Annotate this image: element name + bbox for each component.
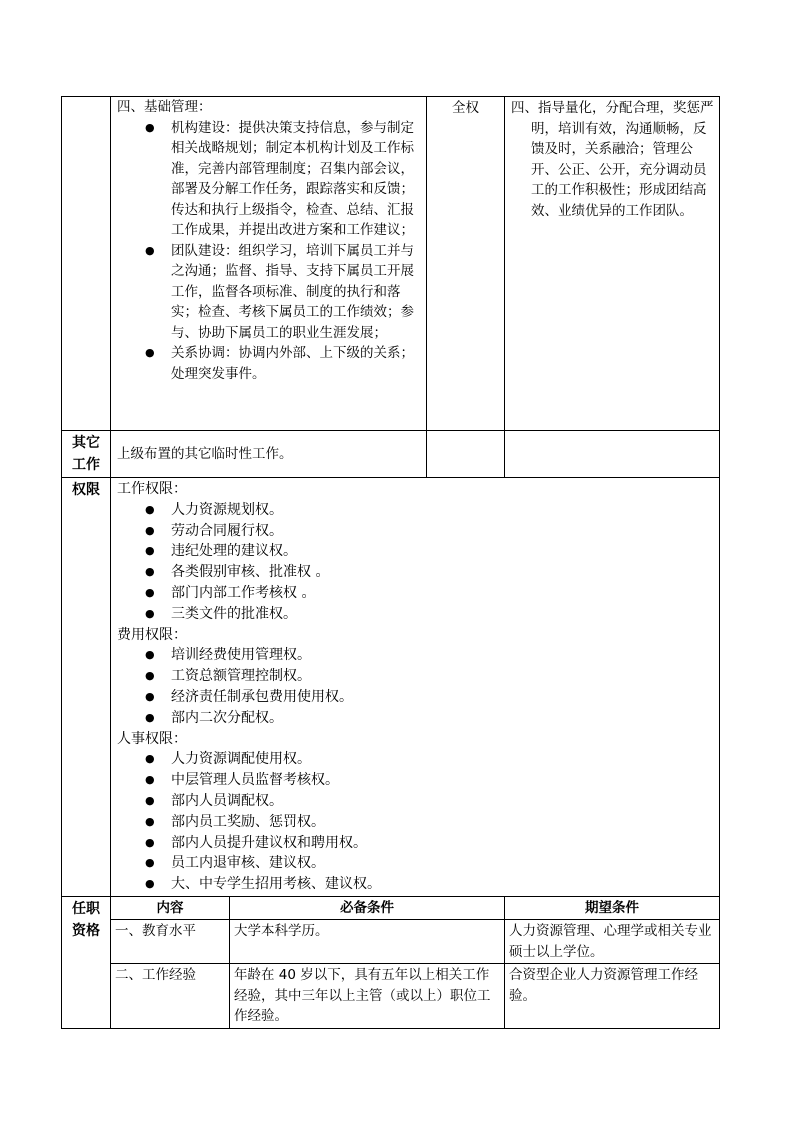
personnel-rights-title: 人事权限： bbox=[117, 730, 187, 747]
other-work-row bbox=[62, 431, 720, 478]
qualification-label: 任职资格 bbox=[62, 896, 111, 1028]
empty-cell bbox=[505, 431, 720, 478]
work-rights-list bbox=[115, 500, 715, 625]
list-item: ● 人力资源规划权。 bbox=[115, 500, 715, 521]
list-item: ● 大、中专学生招用考核、建议权。 bbox=[115, 874, 715, 895]
empty-cell bbox=[427, 431, 505, 478]
rights-row bbox=[62, 478, 720, 897]
bullet-icon: ● bbox=[145, 856, 155, 870]
bullet-icon: ● bbox=[145, 793, 155, 807]
qualification-expected: 人力资源管理、心理学或相关专业硕士以上学位。 bbox=[505, 920, 720, 964]
expense-rights-list bbox=[115, 645, 715, 728]
basic-management-list bbox=[115, 118, 422, 385]
qualification-required: 大学本科学历。 bbox=[230, 920, 505, 964]
list-item: ● 机构建设：提供决策支持信息，参与制定相关战略规划；制定本机构计划及工作标准，完善内部管理制度；召集内部会议，部署及分解工作任务，跟踪落实和反馈；传达和执行上级指令，检查、总结、汇报工作成果，并提出改进方案和工作建议； bbox=[145, 119, 414, 238]
bullet-icon: ● bbox=[145, 565, 155, 579]
bullet-icon: ● bbox=[145, 120, 155, 134]
qualification-header-row bbox=[62, 896, 720, 920]
bullet-icon: ● bbox=[145, 814, 155, 828]
bullet-icon: ● bbox=[145, 669, 155, 683]
bullet-icon: ● bbox=[145, 877, 155, 891]
qualification-item: 二、工作经验 bbox=[111, 964, 230, 1029]
bullet-icon: ● bbox=[145, 773, 155, 787]
list-item: ● 部内员工奖励、惩罚权。 bbox=[115, 812, 715, 833]
list-item: ● 劳动合同履行权。 bbox=[115, 521, 715, 542]
bullet-icon: ● bbox=[145, 523, 155, 537]
bullet-icon: ● bbox=[145, 585, 155, 599]
list-item: ● 部内二次分配权。 bbox=[115, 708, 715, 729]
bullet-icon: ● bbox=[145, 502, 155, 516]
bullet-icon: ● bbox=[145, 835, 155, 849]
expense-rights-title: 费用权限： bbox=[117, 626, 187, 643]
other-work-label: 其它工作 bbox=[62, 431, 111, 478]
bullet-icon: ● bbox=[145, 648, 155, 662]
bullet-icon: ● bbox=[145, 606, 155, 620]
authority-cell: 全权 bbox=[427, 97, 505, 431]
list-item: ● 关系协调：协调内外部、上下级的关系；处理突发事件。 bbox=[145, 345, 414, 382]
bullet-icon: ● bbox=[145, 544, 155, 558]
job-description-table bbox=[61, 96, 720, 1029]
list-item: ● 培训经费使用管理权。 bbox=[115, 645, 715, 666]
column-header-required: 必备条件 bbox=[230, 896, 505, 920]
personnel-rights-list bbox=[115, 749, 715, 895]
list-item: ● 工资总额管理控制权。 bbox=[115, 666, 715, 687]
list-item: ● 员工内退审核、建议权。 bbox=[115, 853, 715, 874]
rights-label: 权限 bbox=[62, 478, 111, 897]
qualification-expected: 合资型企业人力资源管理工作经验。 bbox=[505, 964, 720, 1029]
rights-content bbox=[111, 478, 720, 897]
list-item: ● 团队建设：组织学习，培训下属员工并与之沟通；监督、指导、支持下属员工开展工作，监督各项标准、制度的执行和落实；检查、考核下属员工的工作绩效；参与、协助下属员工的职业生涯发展； bbox=[145, 242, 414, 341]
list-item: ● 违纪处理的建议权。 bbox=[115, 541, 715, 562]
list-item: ● 三类文件的批准权。 bbox=[115, 604, 715, 625]
other-work-content: 上级布置的其它临时性工作。 bbox=[111, 431, 427, 478]
bullet-icon: ● bbox=[145, 243, 155, 257]
basic-management-heading: 四、基础管理： bbox=[117, 99, 212, 115]
qualification-item: 一、教育水平 bbox=[111, 920, 230, 964]
bullet-icon: ● bbox=[145, 346, 155, 359]
list-item: ● 经济责任制承包费用使用权。 bbox=[115, 687, 715, 708]
list-item: ● 人力资源调配使用权。 bbox=[115, 749, 715, 770]
list-item: ● 各类假别审核、批准权 。 bbox=[115, 562, 715, 583]
standard-cell bbox=[505, 97, 720, 431]
list-item: ● 中层管理人员监督考核权。 bbox=[115, 770, 715, 791]
bullet-icon: ● bbox=[145, 710, 155, 724]
bullet-icon: ● bbox=[145, 752, 155, 766]
standard-text: 四、指导量化，分配合理，奖惩严明，培训有效，沟通顺畅，反馈及时，关系融洽；管理公开、公正、公开，充分调动员工的工作积极性；形成团结高效、业绩优异的工作团队。 bbox=[511, 100, 714, 219]
column-header-expected: 期望条件 bbox=[505, 896, 720, 920]
basic-management-row bbox=[62, 97, 720, 431]
list-item: ● 部内人员调配权。 bbox=[115, 791, 715, 812]
list-item: ● 部门内部工作考核权 。 bbox=[115, 583, 715, 604]
work-rights-title: 工作权限： bbox=[117, 481, 187, 497]
table-row bbox=[62, 920, 720, 964]
qualification-required: 年龄在 40 岁以下，具有五年以上相关工作经验，其中三年以上主管（或以上）职位工作经验。 bbox=[230, 964, 505, 1029]
column-header-content: 内容 bbox=[111, 896, 230, 920]
table-row bbox=[62, 964, 720, 1029]
basic-management-cell bbox=[111, 97, 427, 431]
list-item: ● 部内人员提升建议权和聘用权。 bbox=[115, 833, 715, 854]
empty-label-cell bbox=[62, 97, 111, 431]
bullet-icon: ● bbox=[145, 689, 155, 703]
